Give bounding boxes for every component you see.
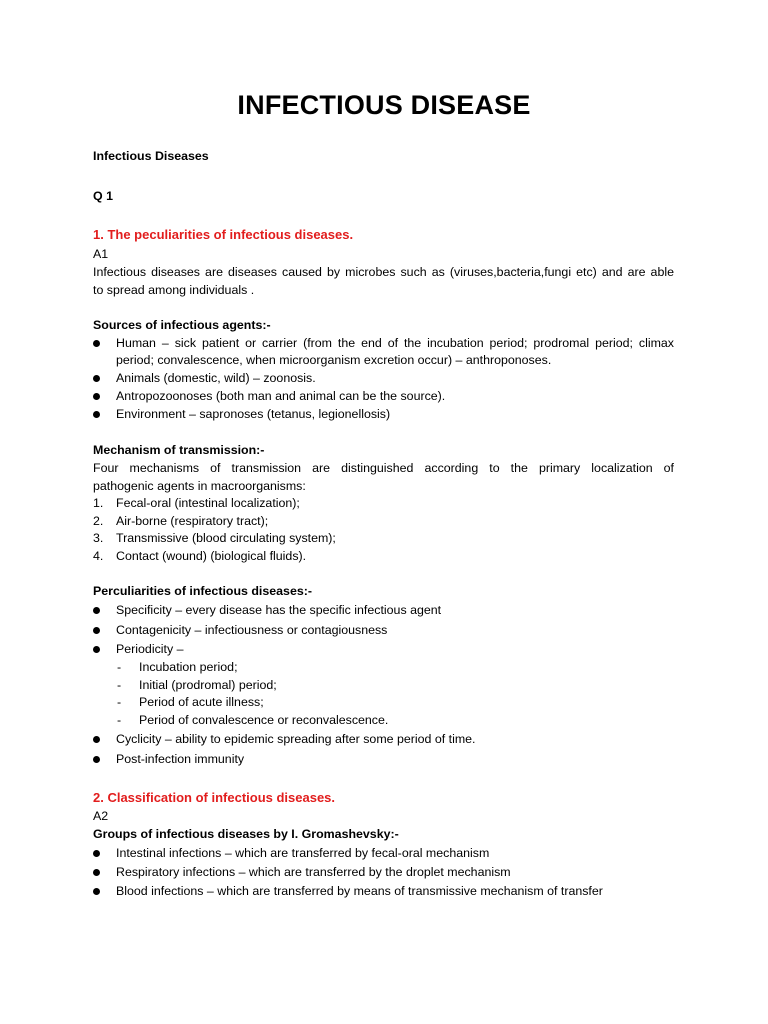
dash-marker: - [117,695,122,709]
answer-label-a1: A1 [93,247,109,261]
dash-marker: - [117,678,122,692]
list-item: period; convalescence, when microorganism excretion occur) – anthroponoses. [116,353,552,367]
intro-paragraph-line: Infectious diseases are diseases caused by microbes such as (viruses,bacteria,fungi etc) and are able [93,265,674,279]
sources-heading: Sources of infectious agents:- [93,318,271,332]
list-item: Animals (domestic, wild) – zoonosis. [116,371,316,385]
mechanism-paragraph-line: Four mechanisms of transmission are distinguished according to the primary localization of [93,461,674,475]
document-title: INFECTIOUS DISEASE [237,90,531,120]
peculiarities-heading: Perculiarities of infectious diseases:- [93,584,312,598]
section-heading-classification: 2. Classification of infectious diseases. [93,790,336,805]
mechanism-heading: Mechanism of transmission:- [93,443,265,457]
list-number: 1. [93,496,104,510]
sub-list-item: Period of convalescence or reconvalescence. [139,713,389,727]
sub-list-item: Incubation period; [139,660,238,674]
dash-marker: - [117,713,122,727]
list-item: Transmissive (blood circulating system); [116,531,336,545]
bullet-icon [93,607,100,614]
list-item: Post-infection immunity [116,752,245,766]
list-number: 2. [93,514,104,528]
list-item: Contact (wound) (biological fluids). [116,549,307,563]
intro-paragraph-line: to spread among individuals . [93,283,255,297]
bullet-icon [93,646,100,653]
sub-list-item: Period of acute illness; [139,695,264,709]
bullet-icon [93,736,100,743]
bullet-icon [93,756,100,763]
bullet-icon [93,888,100,895]
list-item: Environment – sapronoses (tetanus, legionellosis) [116,407,391,421]
bullet-icon [93,375,100,382]
bullet-icon [93,340,100,347]
list-item: Respiratory infections – which are transferred by the droplet mechanism [116,865,511,879]
list-item: Human – sick patient or carrier (from the end of the incubation period; prodromal period; climax [116,336,674,350]
list-item: Antropozoonoses (both man and animal can be the source). [116,389,446,403]
list-item: Specificity – every disease has the specific infectious agent [116,603,442,617]
bullet-icon [93,869,100,876]
answer-label-a2: A2 [93,809,109,823]
question-label-q1: Q 1 [93,189,113,203]
bullet-icon [93,411,100,418]
document-subtitle: Infectious Diseases [93,149,209,163]
list-item: Periodicity – [116,642,184,656]
list-number: 3. [93,531,104,545]
list-item: Contagenicity – infectiousness or contagiousness [116,623,388,637]
groups-heading: Groups of infectious diseases by I. Gromashevsky:- [93,827,399,841]
list-number: 4. [93,549,104,563]
list-item: Air-borne (respiratory tract); [116,514,269,528]
mechanism-paragraph-line: pathogenic agents in macroorganisms: [93,479,306,493]
bullet-icon [93,850,100,857]
list-item: Intestinal infections – which are transferred by fecal-oral mechanism [116,846,490,860]
section-heading-peculiarities: 1. The peculiarities of infectious diseases. [93,227,354,242]
list-item: Cyclicity – ability to epidemic spreading after some period of time. [116,732,476,746]
sub-list-item: Initial (prodromal) period; [139,678,277,692]
bullet-icon [93,627,100,634]
list-item: Blood infections – which are transferred by means of transmissive mechanism of transfer [116,884,603,898]
bullet-icon [93,393,100,400]
list-item: Fecal-oral (intestinal localization); [116,496,300,510]
dash-marker: - [117,660,122,674]
